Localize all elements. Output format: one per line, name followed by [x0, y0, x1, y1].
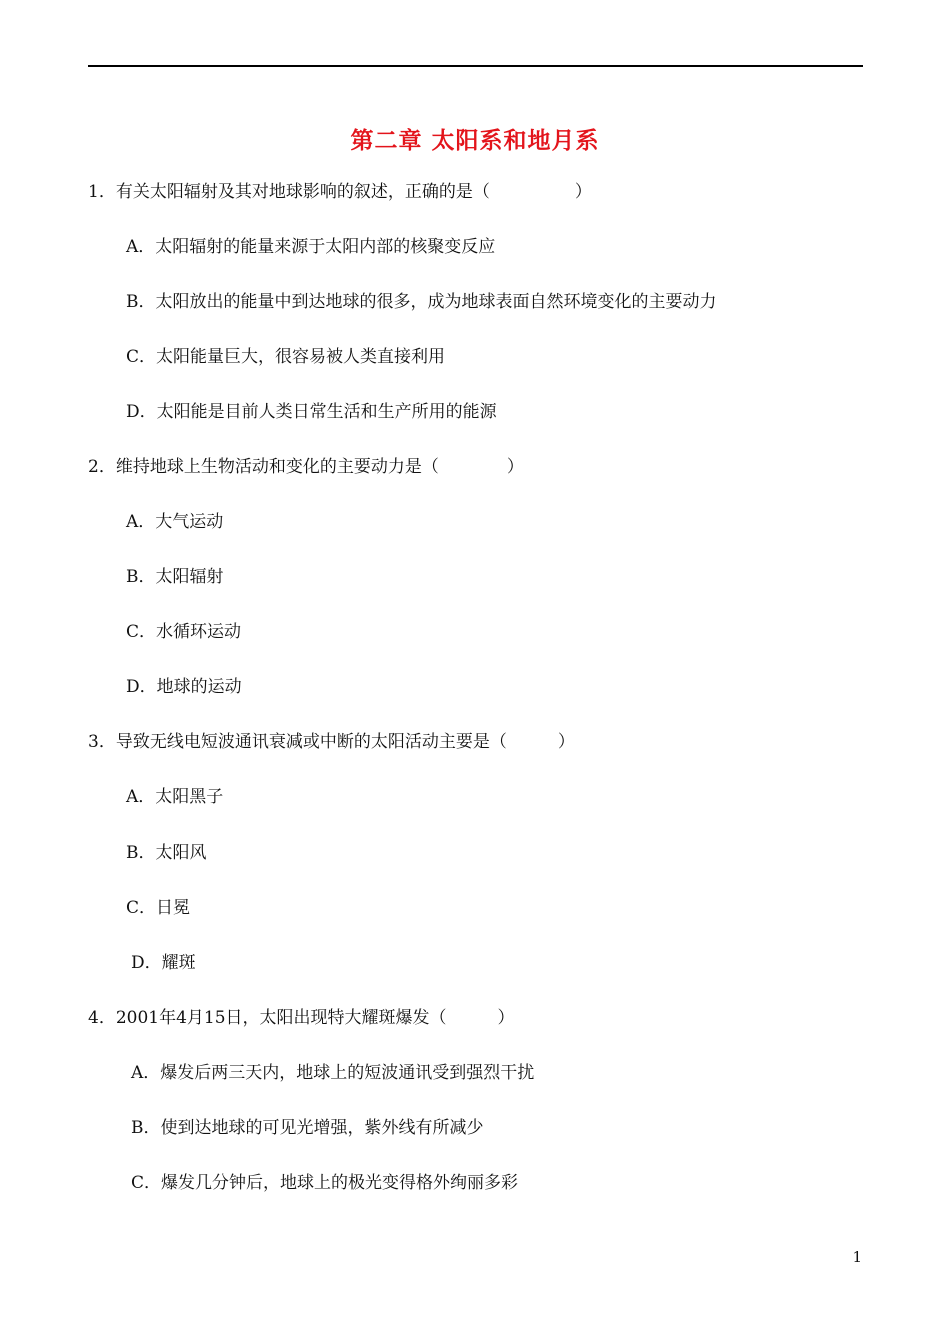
question-2-stem: 2．维持地球上生物活动和变化的主要动力是（ ） [88, 457, 524, 477]
question-3-option-d: D．耀斑 [131, 953, 196, 973]
question-4-stem: 4．2001年4月15日，太阳出现特大耀斑爆发（ ） [88, 1008, 515, 1028]
question-3-option-a: A．太阳黑子 [126, 787, 224, 807]
question-2-option-c: C．水循环运动 [126, 622, 242, 642]
question-2-option-a: A．大气运动 [126, 512, 224, 532]
question-3-option-c: C．日冕 [126, 898, 191, 918]
question-4-option-c: C．爆发几分钟后，地球上的极光变得格外绚丽多彩 [131, 1173, 519, 1193]
question-2-option-d: D．地球的运动 [126, 677, 242, 697]
header-rule [88, 65, 863, 67]
chapter-title: 第二章 太阳系和地月系 [350, 127, 600, 154]
question-2-option-b: B．太阳辐射 [126, 567, 224, 587]
page-number: 1 [852, 1248, 862, 1266]
question-4-option-b: B．使到达地球的可见光增强，紫外线有所减少 [131, 1118, 484, 1138]
question-1-option-a: A．太阳辐射的能量来源于太阳内部的核聚变反应 [126, 237, 496, 257]
question-1-stem: 1．有关太阳辐射及其对地球影响的叙述，正确的是（ ） [88, 182, 592, 202]
question-4-option-a: A．爆发后两三天内，地球上的短波通讯受到强烈干扰 [131, 1063, 535, 1083]
question-1-option-b: B．太阳放出的能量中到达地球的很多，成为地球表面自然环境变化的主要动力 [126, 292, 717, 312]
question-1-option-c: C．太阳能量巨大，很容易被人类直接利用 [126, 347, 446, 367]
question-3-stem: 3．导致无线电短波通讯衰减或中断的太阳活动主要是（ ） [88, 732, 575, 752]
question-3-option-b: B．太阳风 [126, 843, 207, 863]
question-1-option-d: D．太阳能是目前人类日常生活和生产所用的能源 [126, 402, 497, 422]
